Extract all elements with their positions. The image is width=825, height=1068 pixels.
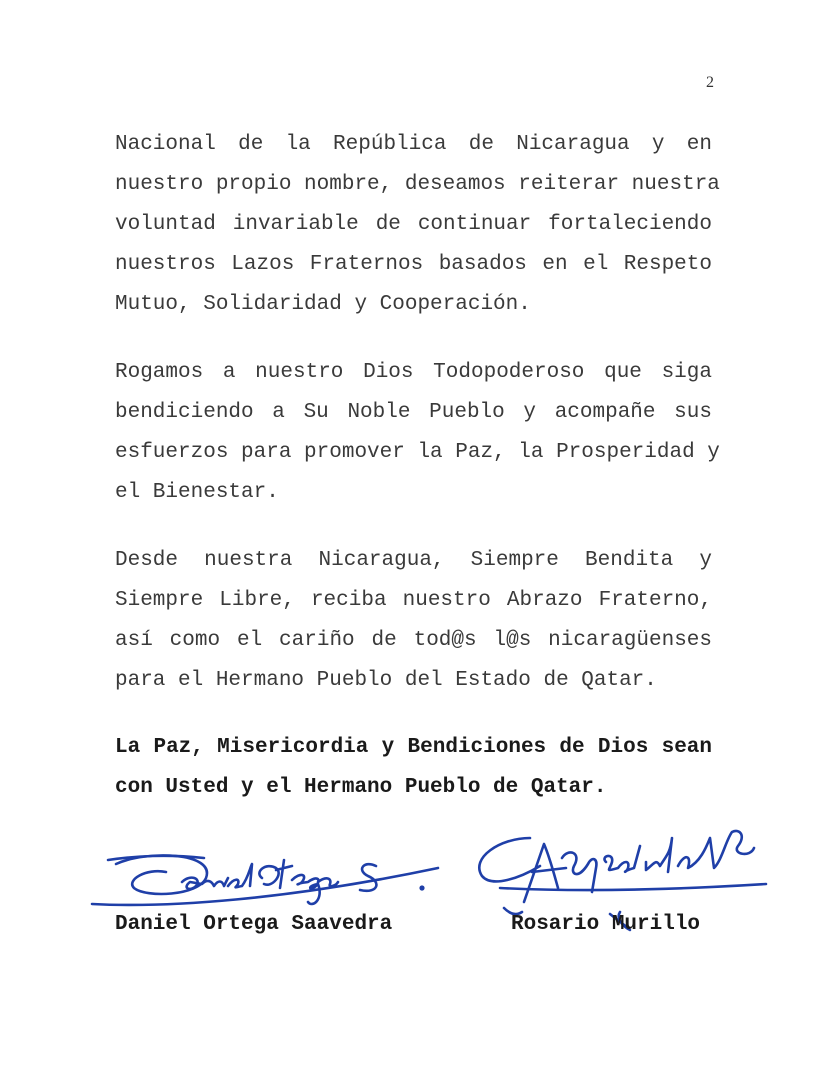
paragraph-line: bendiciendo a Su Noble Pueblo y acompañe sus — [115, 401, 712, 424]
paragraph-line: La Paz, Misericordia y Bendiciones de Dios sean — [115, 736, 712, 759]
paragraph-line: Desde nuestra Nicaragua, Siempre Bendita y — [115, 549, 712, 572]
paragraph-line: voluntad invariable de continuar fortaleciendo — [115, 213, 712, 236]
paragraph-line: Rogamos a nuestro Dios Todopoderoso que siga — [115, 361, 712, 384]
paragraph-line: Siempre Libre, reciba nuestro Abrazo Fraterno, — [115, 589, 712, 612]
signatory-name-murillo: Rosario Murillo — [511, 913, 701, 936]
paragraph-blessing — [115, 728, 712, 808]
signature-ortega-image — [86, 838, 446, 918]
paragraph-line: Mutuo, Solidaridad y Cooperación. — [115, 293, 531, 316]
paragraph-line: con Usted y el Hermano Pueblo de Qatar. — [115, 776, 607, 799]
paragraph-line: Nacional de la República de Nicaragua y en — [115, 133, 712, 156]
paragraph-line: el Bienestar. — [115, 481, 279, 504]
paragraph-greeting-continuation — [115, 125, 720, 325]
page-number: 2 — [706, 74, 714, 91]
paragraph-line: así como el cariño de tod@s l@s nicaragüenses — [115, 629, 712, 652]
paragraph-line: esfuerzos para promover la Paz, la Prosperidad y — [115, 441, 720, 464]
paragraph-line: nuestros Lazos Fraternos basados en el Respeto — [115, 253, 712, 276]
signatory-name-ortega: Daniel Ortega Saavedra — [115, 913, 393, 936]
paragraph-line: para el Hermano Pueblo del Estado de Qatar. — [115, 669, 657, 692]
paragraph-embrace — [115, 541, 712, 701]
paragraph-prayer — [115, 353, 720, 513]
paragraph-line: nuestro propio nombre, deseamos reiterar nuestra — [115, 173, 720, 196]
